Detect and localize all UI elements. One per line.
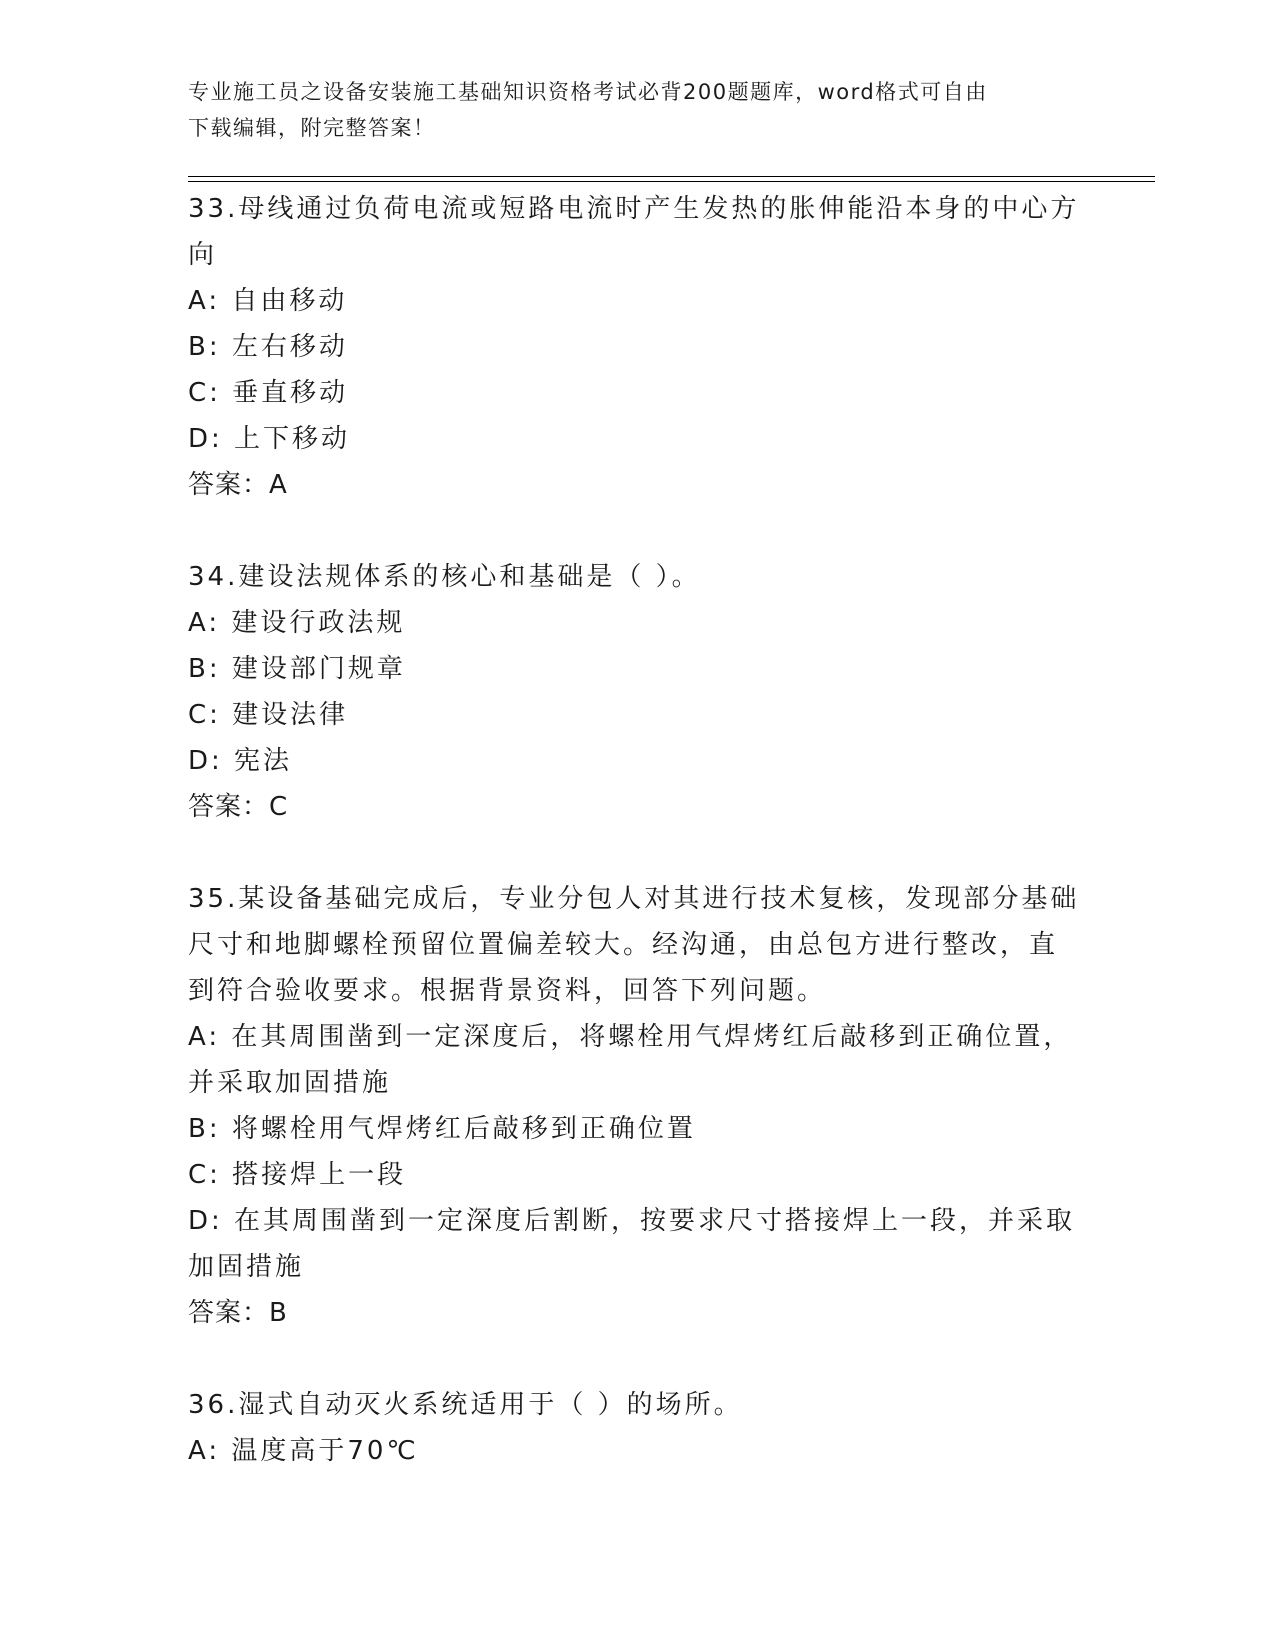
- question-list: [188, 186, 1088, 1520]
- question-stem: 34.建设法规体系的核心和基础是（ ）。: [188, 562, 701, 592]
- option-a: A: 温度高于70℃: [188, 1436, 419, 1466]
- question-33: [188, 186, 1088, 508]
- option-a-continued: 并采取加固措施: [188, 1068, 392, 1098]
- question-stem-continued: 尺寸和地脚螺栓预留位置偏差较大。经沟通，由总包方进行整改，直: [188, 930, 1059, 960]
- option-b: B: 将螺栓用气焊烤红后敲移到正确位置: [188, 1114, 696, 1144]
- option-c: C: 建设法律: [188, 700, 349, 730]
- header-divider-top: [188, 176, 1155, 177]
- answer-line: 答案：C: [188, 792, 289, 822]
- question-stem: 35.某设备基础完成后，专业分包人对其进行技术复核，发现部分基础: [188, 884, 1080, 914]
- header-line-2: 下载编辑，附完整答案！: [188, 116, 436, 140]
- answer-line: 答案：B: [188, 1298, 288, 1328]
- document-header: [188, 74, 1088, 146]
- option-b: B: 左右移动: [188, 332, 348, 362]
- header-divider-bottom: [188, 181, 1155, 182]
- question-stem-continued: 向: [188, 240, 218, 270]
- question-36: [188, 1382, 1088, 1474]
- option-a: A: 在其周围凿到一定深度后，将螺栓用气焊烤红后敲移到正确位置，: [188, 1022, 1073, 1052]
- question-35: [188, 876, 1088, 1336]
- option-d: D: 宪法: [188, 746, 293, 776]
- option-d: D: 在其周围凿到一定深度后割断，按要求尺寸搭接焊上一段，并采取: [188, 1206, 1076, 1236]
- answer-line: 答案：A: [188, 470, 288, 500]
- question-34: [188, 554, 1088, 830]
- option-c: C: 垂直移动: [188, 378, 349, 408]
- option-d: D: 上下移动: [188, 424, 351, 454]
- question-stem: 36.湿式自动灭火系统适用于（ ）的场所。: [188, 1390, 743, 1420]
- header-line-1: 专业施工员之设备安装施工基础知识资格考试必背200题题库，word格式可自由: [188, 80, 988, 104]
- option-a: A: 自由移动: [188, 286, 348, 316]
- question-stem-continued: 到符合验收要求。根据背景资料，回答下列问题。: [188, 976, 827, 1006]
- option-b: B: 建设部门规章: [188, 654, 406, 684]
- option-c: C: 搭接焊上一段: [188, 1160, 407, 1190]
- option-d-continued: 加固措施: [188, 1252, 305, 1282]
- question-stem: 33.母线通过负荷电流或短路电流时产生发热的胀伸能沿本身的中心方: [188, 194, 1080, 224]
- option-a: A: 建设行政法规: [188, 608, 406, 638]
- document-page: [188, 0, 1163, 1650]
